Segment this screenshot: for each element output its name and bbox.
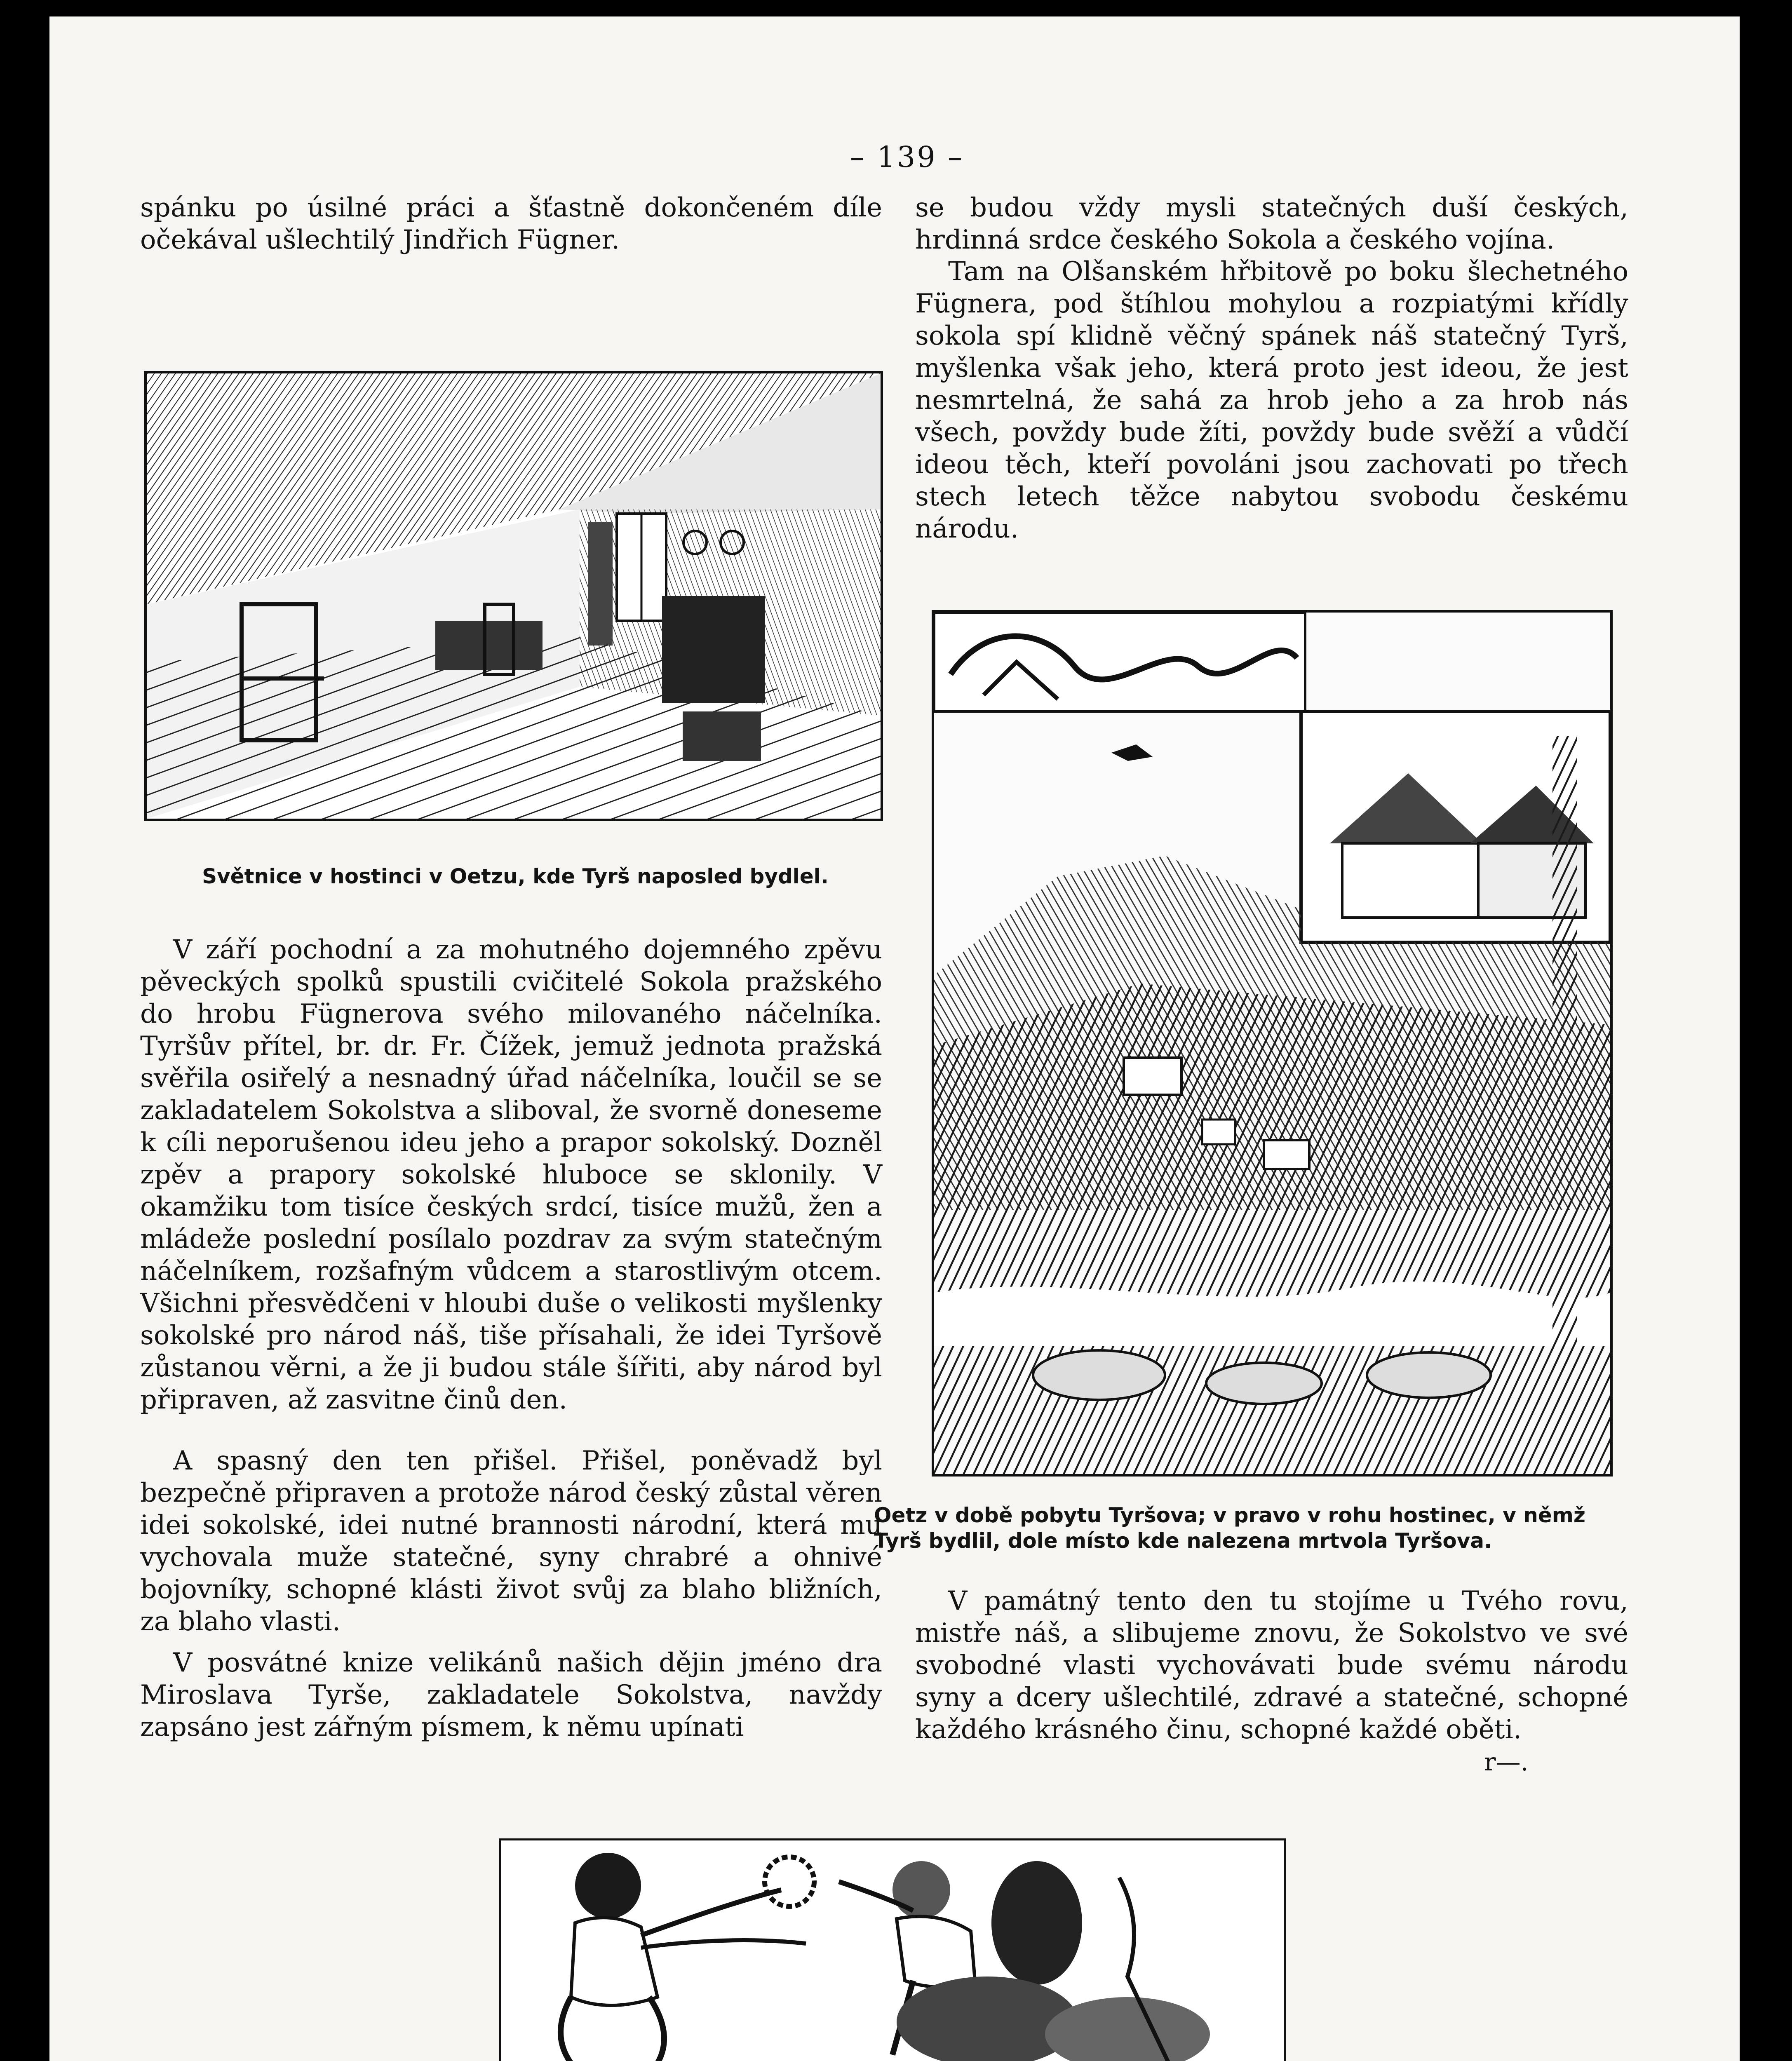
left-paragraph-2: V září pochodní a za mohutného dojemného zpěvu pěveckých spolků spustili cvičitelé Sokola pražského do hrobu Fügnerova svého milovaného náčelníka. Tyršův přítel, br. dr. Fr. Čížek, jemuž jednota pražská svěřila osiřelý a nesnadný úřad náčelníka, loučil se se zakladatelem Sokolstva a sliboval, že svorně doneseme k cíli neporušenou ideu jeho a prapor sokolský. Dozněl zpěv a prapory sokolské hluboce se sklonily. V okamžiku tom tisíce českých srdcí, tisíce mužů, žen a mládeže poslední posílalo pozdrav za svým statečným náčelníkem, rozšafným vůdcem a starostlivým otcem. Všichni přesvědčeni v hloubi duše o velikosti myšlenky sokolské pro národ náš, tiše přísahali, že idei Tyršově zůstanou věrni, a že ji budou stále šířiti, aby národ byl připraven, až zasvitne činů den.: [140, 934, 882, 1415]
right-paragraph-1: se budou vždy mysli statečných duší českých, hrdinná srdce českého Sokola a českého vojína.: [915, 192, 1628, 255]
attic-room-figure: [144, 371, 883, 821]
left-paragraph-4: V posvátné knize velikánů našich dějin jméno dra Miroslava Tyrše, zakladatele Sokolstva, navždy zapsáno jest zářným písmem, k němu upínati: [140, 1648, 882, 1742]
right-paragraph-2: Tam na Olšanském hřbitově po boku šlechetného Fügnera, pod štíhlou mohylou a rozpiatými křídly sokola spí klidně věčný spánek náš statečný Tyrš, myšlenka však jeho, která proto jest ideou, že jest nesmrtelná, že sahá za hrob jeho a za hrob nás všech, povždy bude žíti, povždy bude svěží a vůdčí ideou těch, kteří povoláni jsou zachovati po třech stech letech těžce nabytou svobodu českému národu.: [915, 256, 1628, 544]
attic-room-caption: Světnice v hostinci v Oetzu, kde Tyrš naposled bydlel.: [202, 864, 829, 888]
wreath-vignette-figure: [499, 1838, 1286, 2061]
author-signature: r—.: [1484, 1748, 1529, 1777]
left-paragraph-1: spánku po úsilné práci a šťastně dokončeném díle očekával ušlechtilý Jindřich Fügner.: [140, 192, 882, 255]
oetz-landscape-figure: [932, 610, 1613, 1477]
attic-room-illustration: [147, 373, 881, 819]
oetz-landscape-caption: Oetz v době pobytu Tyršova; v pravo v rohu hostinec, v němž Tyrš bydlil, dole místo kde nalezena mrtvola Tyršova.: [874, 1503, 1585, 1553]
page-number: – 139 –: [850, 140, 964, 174]
left-paragraph-3: A spasný den ten přišel. Přišel, poněvadž byl bezpečně připraven a protože národ český zůstal věren idei sokolské, idei nutné brannosti národní, která mu vychovala muže statečné, syny chrabré a ohnivé bojovníky, schopné klásti život svůj za blaho bližních, za blaho vlasti.: [140, 1446, 882, 1637]
page-sheet: [49, 16, 1740, 2061]
oetz-landscape-illustration: [934, 613, 1610, 1474]
right-paragraph-3: V památný tento den tu stojíme u Tvého rovu, mistře náš, a slibujeme znovu, že Sokolstvo ve své svobodné vlasti vychovávati bude svému národu syny a dcery ušlechtilé, zdravé a statečné, schopné každého krásného činu, schopné každé oběti.: [915, 1586, 1628, 1745]
wreath-vignette-illustration: [501, 1840, 1284, 2061]
